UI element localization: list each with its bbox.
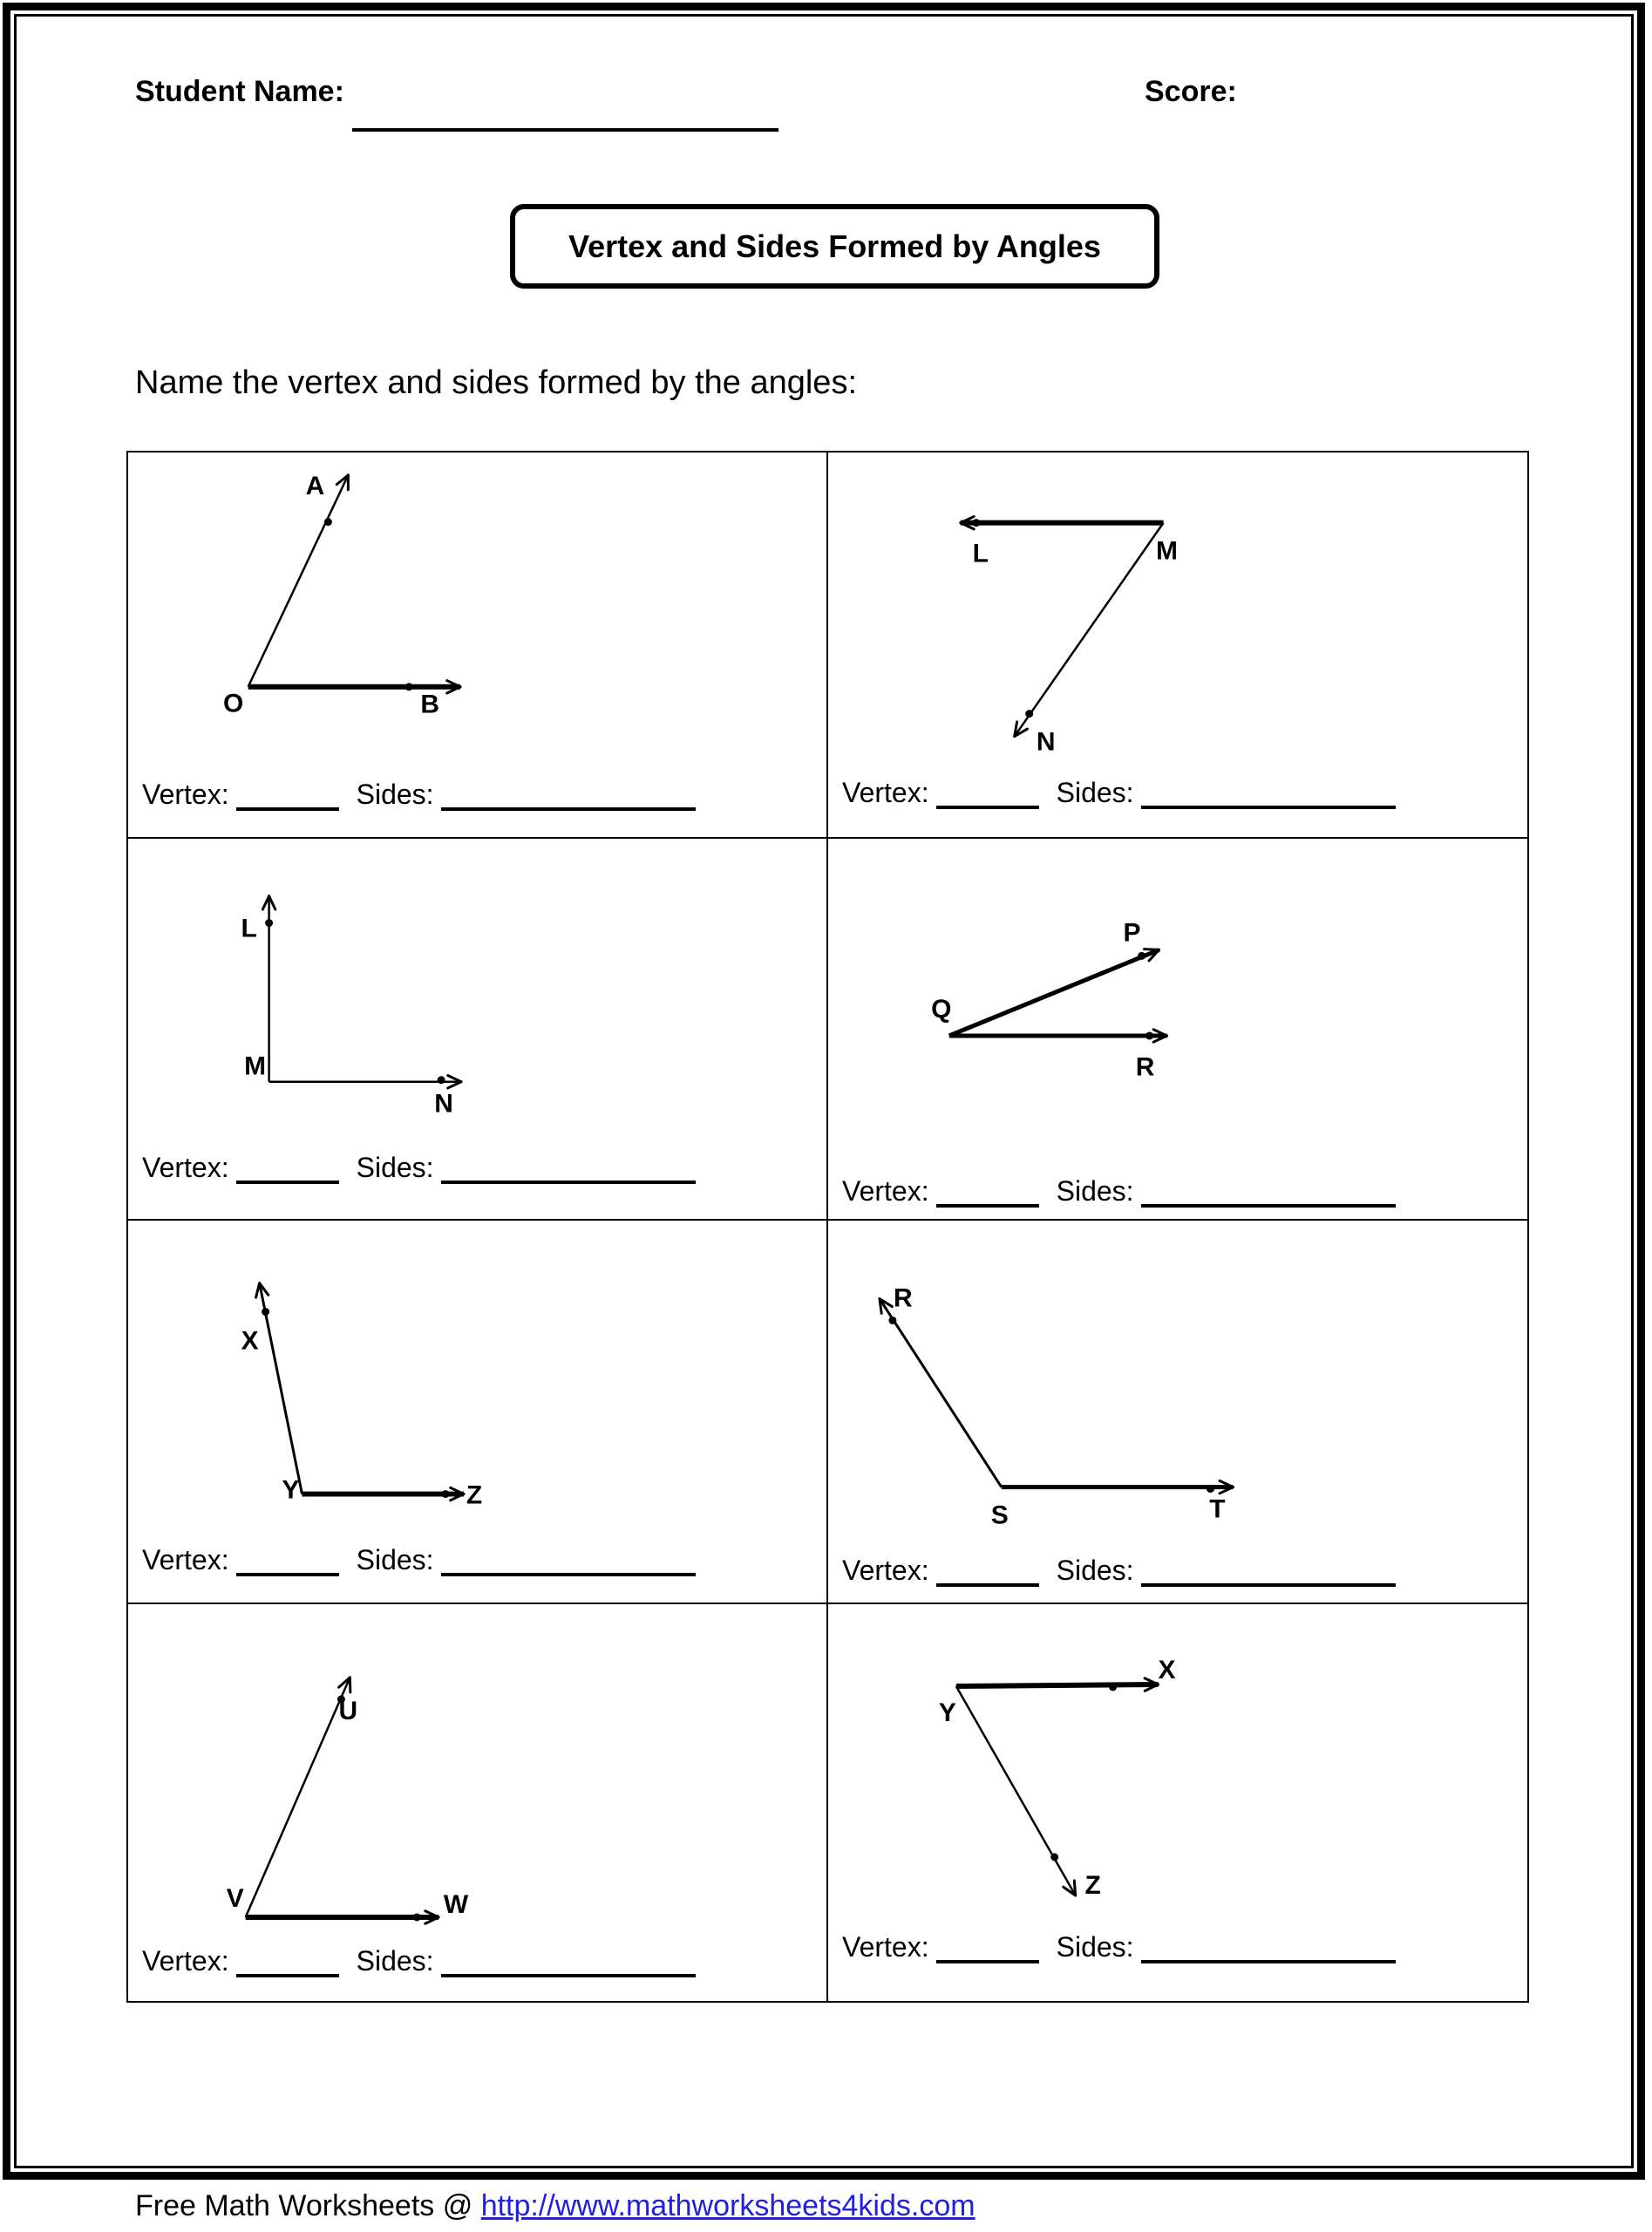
ray-arrowhead [256, 1283, 260, 1297]
sides-prompt-label: Sides: [1056, 1175, 1134, 1207]
point-label: V [226, 1883, 244, 1914]
point-dot-X [1109, 1684, 1117, 1691]
point-label: X [1158, 1655, 1176, 1685]
sides-answer-blank [441, 1151, 696, 1184]
point-label: L [241, 914, 257, 943]
worksheet-title: Vertex and Sides Formed by Angles [568, 228, 1101, 264]
sides-answer-blank [441, 1944, 696, 1977]
vertex-prompt-label: Vertex: [842, 1555, 929, 1586]
sides-prompt-label: Sides: [1056, 1931, 1134, 1963]
point-dot-N [438, 1076, 445, 1084]
sides-answer-blank [1141, 1930, 1396, 1963]
sides-prompt-label: Sides: [356, 1152, 434, 1183]
point-label: Y [938, 1698, 956, 1728]
angle-problem-cell-row1-col2 [828, 453, 1527, 839]
sides-answer-blank [441, 1543, 696, 1576]
answer-prompt [842, 1930, 1396, 1963]
point-dot-X [262, 1308, 269, 1316]
angle-problem-cell-row4-col2 [828, 1604, 1527, 2001]
sides-answer-blank [441, 778, 696, 811]
ray-to-R [880, 1299, 1002, 1487]
point-label: Q [931, 995, 952, 1024]
angle-problem-cell-row2-col2 [828, 839, 1527, 1221]
vertex-answer-blank [236, 1944, 339, 1977]
score-label: Score: [1145, 75, 1237, 108]
vertex-prompt-label: Vertex: [842, 1931, 929, 1963]
angle-figure [128, 1604, 826, 2001]
vertex-prompt-label: Vertex: [842, 1175, 929, 1207]
point-dot-W [413, 1914, 421, 1922]
point-dot-P [1138, 952, 1146, 960]
ray-to-A [248, 475, 349, 687]
point-label: P [1123, 918, 1141, 948]
angle-figure [828, 1221, 1527, 1603]
point-dot-Z [1050, 1854, 1058, 1861]
footer-text: Free Math Worksheets @ [135, 2189, 481, 2222]
point-label: T [1209, 1494, 1226, 1524]
vertex-answer-blank [936, 776, 1039, 809]
vertex-prompt-label: Vertex: [842, 777, 929, 808]
point-label: A [305, 471, 325, 500]
ray-to-U [246, 1677, 350, 1917]
point-label: X [241, 1326, 259, 1356]
point-label: W [443, 1889, 469, 1920]
ray-to-N [1015, 523, 1164, 737]
point-label: B [420, 690, 439, 719]
student-name-label: Student Name: [135, 75, 344, 108]
sides-prompt-label: Sides: [356, 1945, 434, 1977]
point-label: M [244, 1051, 267, 1081]
point-label: M [1156, 536, 1178, 566]
answer-prompt [142, 1151, 696, 1184]
point-dot-R [1146, 1031, 1153, 1039]
point-dot-B [405, 683, 413, 691]
point-label: Y [282, 1475, 300, 1505]
point-label: R [1135, 1052, 1155, 1082]
answer-prompt [842, 776, 1396, 809]
footer [135, 2189, 976, 2223]
sides-answer-blank [1141, 1554, 1396, 1587]
answer-prompt [142, 1543, 696, 1576]
point-dot-A [324, 518, 332, 526]
angle-figure [828, 839, 1527, 1219]
answer-prompt [142, 1944, 696, 1977]
vertex-prompt-label: Vertex: [142, 1544, 229, 1575]
point-label: R [894, 1283, 913, 1313]
sides-prompt-label: Sides: [356, 779, 434, 810]
vertex-answer-blank [236, 1543, 339, 1576]
point-dot-R [888, 1317, 896, 1324]
ray-to-Z [956, 1686, 1076, 1895]
vertex-answer-blank [936, 1930, 1039, 1963]
sides-answer-blank [1141, 776, 1396, 809]
student-name-blank [352, 128, 778, 132]
vertex-answer-blank [236, 1151, 339, 1184]
answer-prompt [842, 1174, 1396, 1208]
vertex-prompt-label: Vertex: [142, 1945, 229, 1977]
point-label: Z [466, 1480, 483, 1510]
point-label: Z [1084, 1870, 1101, 1901]
worksheet-title-box [510, 204, 1159, 289]
angle-problem-cell-row1-col1 [128, 453, 828, 839]
point-dot-L [972, 519, 980, 527]
point-dot-T [1207, 1485, 1214, 1493]
point-label: U [338, 1696, 358, 1726]
answer-prompt [142, 778, 696, 811]
vertex-answer-blank [936, 1554, 1039, 1587]
ray-arrowhead [1074, 1881, 1075, 1895]
angle-problem-cell-row3-col1 [128, 1221, 828, 1604]
vertex-answer-blank [236, 778, 339, 811]
point-dot-Z [442, 1490, 450, 1498]
point-label: L [972, 539, 989, 568]
instruction-text: Name the vertex and sides formed by the angles: [135, 364, 858, 401]
footer-link[interactable]: http://www.mathworksheets4kids.com [480, 2189, 976, 2222]
ray-to-P [949, 949, 1159, 1036]
point-label: N [434, 1089, 453, 1119]
point-label: O [223, 689, 244, 718]
vertex-prompt-label: Vertex: [142, 779, 229, 810]
sides-answer-blank [1141, 1174, 1396, 1208]
point-label: N [1036, 727, 1056, 757]
ray-to-X [956, 1684, 1159, 1686]
sides-prompt-label: Sides: [1056, 1555, 1134, 1586]
angle-problem-cell-row4-col1 [128, 1604, 828, 2001]
problems-grid [126, 451, 1529, 2003]
angle-problem-cell-row2-col1 [128, 839, 828, 1221]
sides-prompt-label: Sides: [1056, 777, 1134, 808]
ray-arrowhead [1145, 949, 1159, 950]
vertex-answer-blank [936, 1174, 1039, 1208]
point-dot-N [1025, 710, 1033, 718]
angle-problem-cell-row3-col2 [828, 1221, 1527, 1604]
point-label: S [990, 1500, 1009, 1530]
vertex-prompt-label: Vertex: [142, 1152, 229, 1183]
point-dot-L [265, 919, 273, 927]
sides-prompt-label: Sides: [356, 1544, 434, 1575]
answer-prompt [842, 1554, 1396, 1587]
